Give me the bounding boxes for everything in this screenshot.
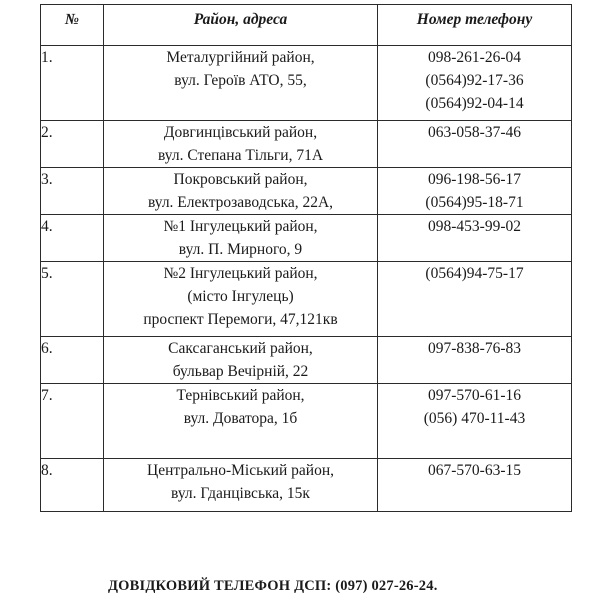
row-phones (378, 337, 572, 384)
row-number: 1. (41, 46, 104, 121)
row-address (104, 215, 378, 262)
phone-number: 063-058-37-46 (428, 124, 521, 141)
row-address (104, 121, 378, 168)
header-number: № (41, 5, 104, 46)
phone-number: (0564)92-04-14 (425, 95, 524, 112)
table-row (41, 168, 572, 215)
address-line: проспект Перемоги, 47,121кв (143, 311, 338, 328)
row-phones (378, 459, 572, 512)
row-address (104, 459, 378, 512)
address-line: Саксаганський район, (168, 340, 313, 357)
row-phones (378, 215, 572, 262)
address-line: бульвар Вечірній, 22 (172, 363, 309, 380)
phone-number: (0564)94-75-17 (425, 265, 524, 282)
row-number: 4. (41, 215, 104, 262)
phone-number: 096-198-56-17 (428, 171, 521, 188)
address-line: Довгинцівський район, (163, 124, 318, 141)
row-phones (378, 384, 572, 459)
row-address (104, 384, 378, 459)
contacts-table (40, 4, 572, 512)
address-line: Центрально-Міський район, (147, 462, 334, 479)
header-phone: Номер телефону (378, 5, 572, 46)
header-address: Район, адреса (104, 5, 378, 46)
table-row (41, 121, 572, 168)
row-number: 6. (41, 337, 104, 384)
phone-number: (0564)95-18-71 (425, 194, 524, 211)
phone-number: 097-570-61-16 (428, 387, 521, 404)
phone-number: 098-453-99-02 (428, 218, 521, 235)
address-line: вул. Героїв АТО, 55, (174, 72, 307, 89)
address-line: вул. Гданцівська, 15к (171, 485, 310, 502)
phone-number: 097-838-76-83 (428, 340, 521, 357)
phone-number: 098-261-26-04 (428, 49, 521, 66)
phone-number: 067-570-63-15 (428, 462, 521, 479)
address-line: вул. Електрозаводська, 22А, (147, 194, 334, 211)
row-address (104, 168, 378, 215)
phone-number: (0564)92-17-36 (425, 72, 524, 89)
row-phones (378, 262, 572, 337)
row-address (104, 262, 378, 337)
table-row (41, 215, 572, 262)
table-row (41, 337, 572, 384)
address-line: №1 Інгулецький район, (163, 218, 318, 235)
reference-phone-footer: ДОВІДКОВИЙ ТЕЛЕФОН ДСП: (097) 027-26-24. (108, 578, 438, 594)
row-number: 3. (41, 168, 104, 215)
row-number: 5. (41, 262, 104, 337)
row-number: 8. (41, 459, 104, 512)
address-line: вул. Доватора, 1б (183, 410, 298, 427)
table-row (41, 459, 572, 512)
row-address (104, 337, 378, 384)
row-number: 7. (41, 384, 104, 459)
address-line: вул. Степана Тільги, 71А (157, 147, 324, 164)
table-row (41, 46, 572, 121)
phone-number: (056) 470-11-43 (423, 410, 526, 427)
row-phones (378, 46, 572, 121)
address-line: (місто Інгулець) (187, 288, 294, 305)
row-number: 2. (41, 121, 104, 168)
address-line: Покровський район, (173, 171, 308, 188)
address-line: №2 Інгулецький район, (163, 265, 318, 282)
address-line: Тернівський район, (176, 387, 305, 404)
row-address (104, 46, 378, 121)
table-row (41, 262, 572, 337)
address-line: Металургійний район, (166, 49, 315, 66)
table-header-row (41, 5, 572, 46)
table-row (41, 384, 572, 459)
row-phones (378, 168, 572, 215)
address-line: вул. П. Мирного, 9 (178, 241, 303, 258)
row-phones (378, 121, 572, 168)
